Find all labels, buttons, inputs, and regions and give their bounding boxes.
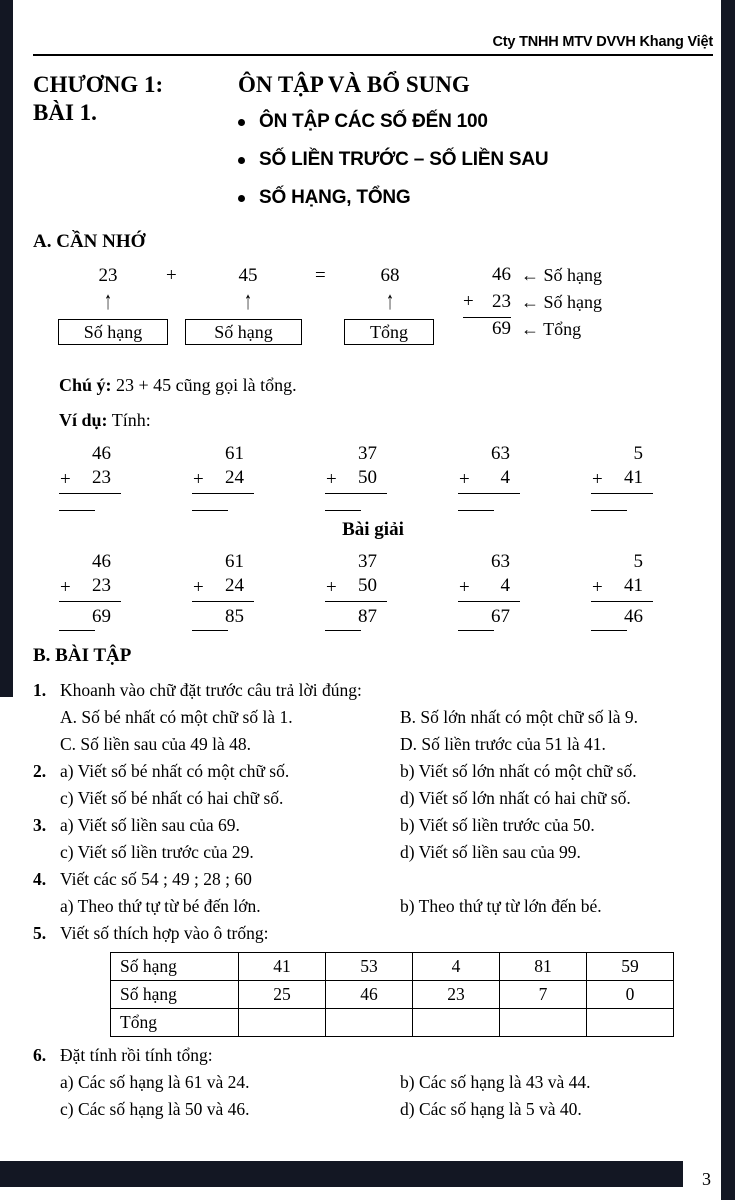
exercise-number: 6.	[33, 1045, 47, 1065]
table-cell: 4	[413, 953, 500, 981]
exercise-number: 5.	[33, 923, 47, 943]
bullet-icon	[238, 195, 245, 202]
addition-problem-solved: 63 + 4 67	[458, 551, 520, 631]
table-row	[111, 953, 674, 981]
exercise-number: 1.	[33, 680, 47, 700]
answer-line	[59, 630, 95, 631]
table-cell: 41	[239, 953, 326, 981]
table-cell-empty	[500, 1009, 587, 1037]
answer-line	[591, 630, 627, 631]
addend-1: 46	[492, 264, 511, 285]
option: b) Viết số liền trước của 50.	[400, 815, 595, 835]
equals-sign: =	[315, 265, 326, 286]
row-label: Tổng	[111, 1009, 239, 1037]
exercise-3	[33, 812, 713, 866]
addition-problem-solved: 61 + 24 85	[192, 551, 254, 631]
option: b) Các số hạng là 43 và 44.	[400, 1072, 591, 1092]
option: c) Viết số bé nhất có hai chữ số.	[60, 788, 284, 808]
lesson-topics	[238, 100, 548, 217]
exercise-5	[33, 920, 713, 1042]
option: d) Viết số lớn nhất có hai chữ số.	[400, 788, 631, 808]
addend-2: 23	[492, 291, 511, 312]
addend-label: ← Số hạng	[521, 265, 602, 285]
table-row	[111, 1009, 674, 1037]
plus-sign: +	[166, 265, 177, 286]
addition-problem: 5 + 41	[591, 443, 653, 511]
example-line	[33, 410, 713, 437]
answer-line	[192, 630, 228, 631]
scan-edge-right	[721, 0, 735, 1200]
table-cell: 7	[500, 981, 587, 1009]
option: C. Số liền sau của 49 là 48.	[60, 734, 252, 754]
addition-problem-solved: 5 + 41 46	[591, 551, 653, 631]
label-box-addend: Số hạng	[185, 319, 302, 345]
plus-sign: +	[459, 577, 470, 598]
solution-title: Bài giải	[342, 519, 404, 540]
sum-label: ← Tổng	[521, 319, 582, 339]
option: A. Số bé nhất có một chữ số là 1.	[60, 707, 293, 727]
table-cell-empty	[587, 1009, 674, 1037]
addition-problem: 61 + 24	[192, 443, 254, 511]
plus-sign: +	[459, 469, 470, 490]
answer-line	[59, 510, 95, 511]
table-cell: 59	[587, 953, 674, 981]
answer-line	[591, 510, 627, 511]
exercise-number: 2.	[33, 761, 47, 781]
exercise-list	[33, 677, 713, 1123]
topic-label: SỐ LIỀN TRƯỚC – SỐ LIỀN SAU	[259, 149, 549, 170]
plus-sign: +	[326, 577, 337, 598]
label-box-sum: Tổng	[344, 319, 434, 345]
up-arrow-icon: ↑	[244, 288, 252, 316]
addition-problem: 63 + 4	[458, 443, 520, 511]
addend-label: ← Số hạng	[521, 292, 602, 312]
example-problems-solved	[33, 545, 713, 631]
chapter-heading	[33, 72, 713, 98]
option: a) Viết số liền sau của 69.	[60, 815, 240, 835]
option: c) Các số hạng là 50 và 46.	[60, 1099, 250, 1119]
exercise-2	[33, 758, 713, 812]
sum-value: 67	[491, 606, 510, 627]
sum-rule	[463, 317, 511, 340]
exercise-text: Viết số thích hợp vào ô trống:	[60, 923, 269, 943]
option: b) Theo thứ tự từ lớn đến bé.	[400, 896, 602, 916]
exercise-number: 3.	[33, 815, 47, 835]
table-cell-empty	[326, 1009, 413, 1037]
option: d) Các số hạng là 5 và 40.	[400, 1099, 582, 1119]
option: d) Viết số liền sau của 99.	[400, 842, 581, 862]
bullet-icon	[238, 157, 245, 164]
row-label: Số hạng	[111, 953, 239, 981]
up-arrow-icon: ↑	[386, 288, 394, 316]
sum-value: 69	[92, 606, 111, 627]
exercise-number: 4.	[33, 869, 47, 889]
table-cell: 23	[413, 981, 500, 1009]
exercise-text: Viết các số 54 ; 49 ; 28 ; 60	[60, 869, 252, 889]
column-addition-row	[463, 259, 602, 286]
exercise-1	[33, 677, 713, 758]
answer-line	[458, 510, 494, 511]
example-problems-unsolved	[33, 437, 713, 511]
addition-problem: 46 + 23	[59, 443, 121, 511]
header-rule	[33, 54, 713, 56]
example-task: Tính:	[111, 410, 151, 430]
exercise-text: Đặt tính rồi tính tổng:	[60, 1045, 213, 1065]
sum-table	[110, 952, 674, 1037]
sum-value: 46	[624, 606, 643, 627]
column-addition-row	[463, 313, 602, 340]
option: a) Viết số bé nhất có một chữ số.	[60, 761, 290, 781]
table-cell: 81	[500, 953, 587, 981]
table-cell: 0	[587, 981, 674, 1009]
lesson-label: BÀI 1.	[33, 100, 97, 125]
sum-value: 85	[225, 606, 244, 627]
chapter-title: ÔN TẬP VÀ BỔ SUNG	[238, 72, 470, 97]
example-label: Ví dụ:	[59, 410, 108, 430]
note-text: 23 + 45 cũng gọi là tổng.	[116, 375, 297, 395]
column-addition-example	[463, 259, 602, 340]
plus-sign: +	[463, 291, 474, 312]
addition-problem-solved: 46 + 23 69	[59, 551, 121, 631]
topic-label: ÔN TẬP CÁC SỐ ĐẾN 100	[259, 111, 488, 132]
topic-item	[238, 141, 548, 179]
addition-problem-solved: 37 + 50 87	[325, 551, 387, 631]
addition-problem: 37 + 50	[325, 443, 387, 511]
answer-line	[325, 630, 361, 631]
note-line	[33, 375, 713, 402]
option: D. Số liền trước của 51 là 41.	[400, 734, 606, 754]
plus-sign: +	[193, 577, 204, 598]
table-cell-empty	[239, 1009, 326, 1037]
sum-value: 87	[358, 606, 377, 627]
up-arrow-icon: ↑	[104, 288, 112, 316]
answer-line	[325, 510, 361, 511]
sum-value: 68	[380, 265, 400, 286]
addend-2: 45	[238, 265, 258, 286]
topic-item	[238, 179, 548, 217]
row-label: Số hạng	[111, 981, 239, 1009]
plus-sign: +	[592, 469, 603, 490]
addend-1: 23	[98, 265, 118, 286]
page-number: 3	[702, 1169, 711, 1189]
plus-sign: +	[592, 577, 603, 598]
topic-item	[238, 103, 548, 141]
exercise-text: Khoanh vào chữ đặt trước câu trả lời đúng:	[60, 680, 362, 700]
sum-value: 69	[492, 318, 511, 339]
option: c) Viết số liền trước của 29.	[60, 842, 254, 862]
column-addition-row	[463, 286, 602, 313]
bullet-icon	[238, 119, 245, 126]
plus-sign: +	[326, 469, 337, 490]
sum-diagram	[33, 265, 713, 367]
exercise-6	[33, 1042, 713, 1123]
answer-line	[458, 630, 494, 631]
scan-edge-bottom	[0, 1161, 683, 1187]
section-b-title: B. BÀI TẬP	[33, 645, 132, 666]
option: a) Các số hạng là 61 và 24.	[60, 1072, 250, 1092]
plus-sign: +	[60, 469, 71, 490]
page-content	[33, 34, 713, 1123]
plus-sign: +	[60, 577, 71, 598]
table-cell-empty	[413, 1009, 500, 1037]
table-row	[111, 981, 674, 1009]
note-label: Chú ý:	[59, 375, 112, 395]
section-a-title: A. CẦN NHỚ	[33, 231, 146, 252]
label-box-addend: Số hạng	[58, 319, 168, 345]
option: b) Viết số lớn nhất có một chữ số.	[400, 761, 637, 781]
publisher-header: Cty TNHH MTV DVVH Khang Việt	[492, 34, 713, 50]
option: a) Theo thứ tự từ bé đến lớn.	[60, 896, 261, 916]
exercise-4	[33, 866, 713, 920]
lesson-heading	[33, 100, 713, 217]
table-cell: 25	[239, 981, 326, 1009]
topic-label: SỐ HẠNG, TỔNG	[259, 187, 411, 208]
table-cell: 53	[326, 953, 413, 981]
chapter-label: CHƯƠNG 1:	[33, 72, 164, 97]
answer-line	[192, 510, 228, 511]
plus-sign: +	[193, 469, 204, 490]
scan-edge-left	[0, 0, 13, 697]
option: B. Số lớn nhất có một chữ số là 9.	[400, 707, 638, 727]
table-cell: 46	[326, 981, 413, 1009]
